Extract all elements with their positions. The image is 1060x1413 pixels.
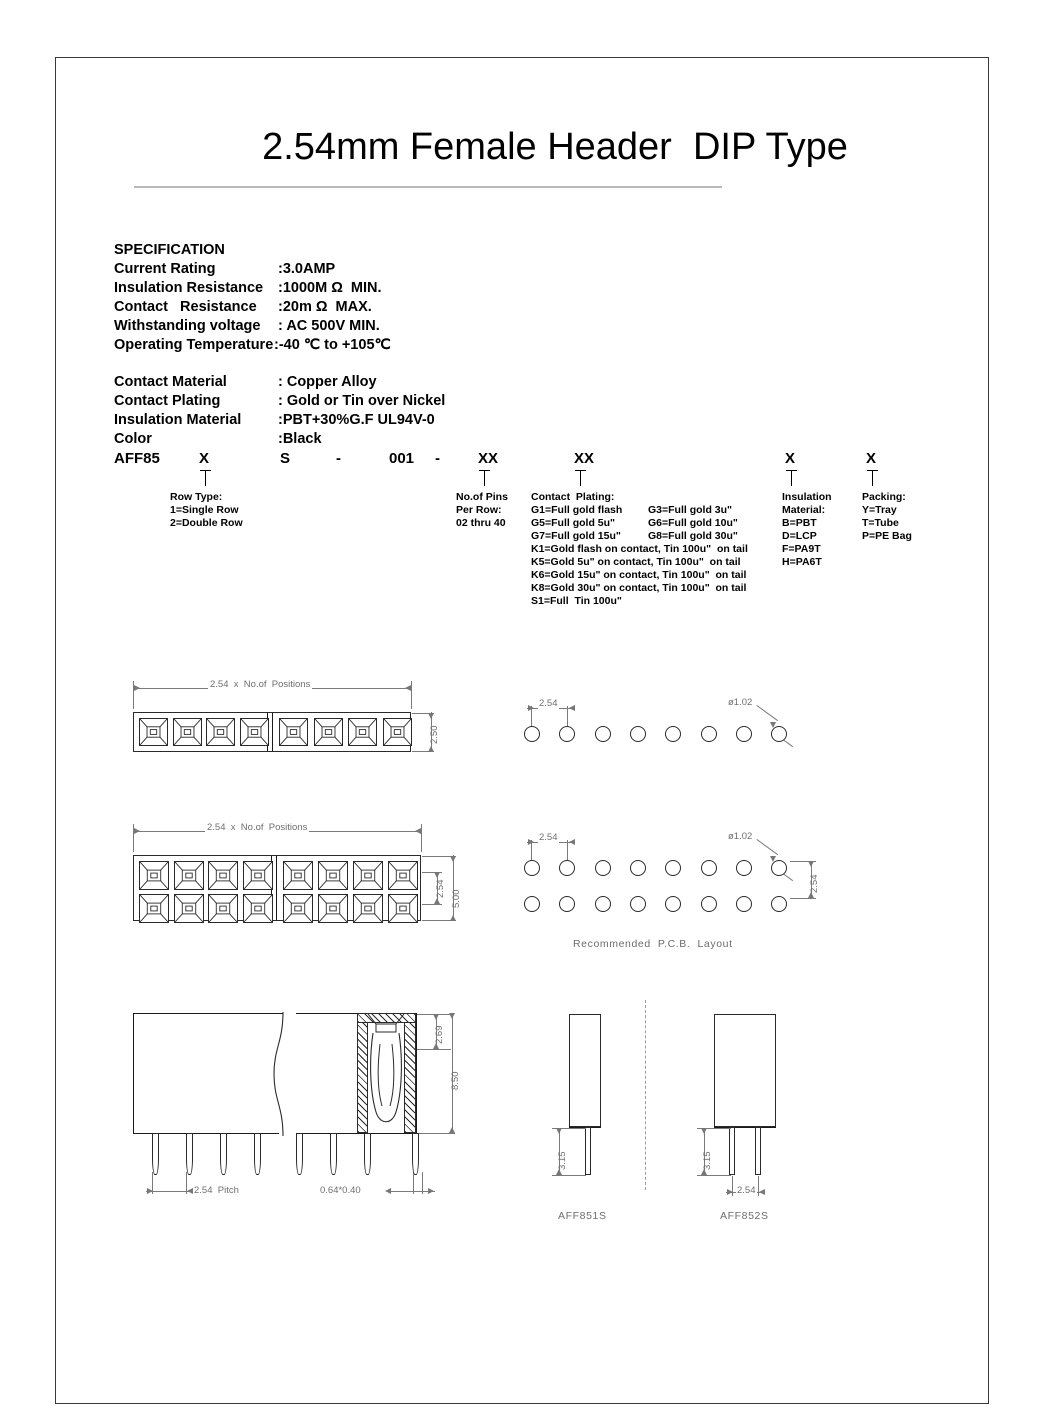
socket-bevel-icon <box>284 895 312 922</box>
dim-end-single-pin-length: 3.15 <box>557 1151 568 1170</box>
legend-packing-title: Packing: <box>862 491 906 503</box>
dim-double-row-height: 5.00 <box>451 889 462 908</box>
pcb-hole <box>736 726 752 742</box>
legend-row-type-title: Row Type: <box>170 491 223 503</box>
dim-pcb-single-pitch: 2.54 <box>539 698 558 709</box>
socket-bevel-icon <box>140 895 168 922</box>
dim-pcb-double-pitch: 2.54 <box>539 832 558 843</box>
dim-end-double-pin-length: 3.15 <box>702 1151 713 1170</box>
spec-value-insulation-resistance: :1000M Ω MIN. <box>278 280 382 296</box>
legend-plating-wide-2: K6=Gold 15u" on contact, Tin 100u" on tail <box>531 569 747 581</box>
dim-double-row-width: 2.54 x No.of Positions <box>207 822 308 833</box>
solder-pin <box>152 1133 159 1175</box>
socket-cell <box>139 718 168 746</box>
solder-pin <box>364 1133 371 1175</box>
pcb-hole <box>524 896 540 912</box>
legend-plating-title: Contact Plating: <box>531 491 615 503</box>
socket-cell <box>206 718 235 746</box>
socket-bevel-icon <box>384 719 411 745</box>
socket-bevel-icon <box>244 862 272 889</box>
legend-plating-col1-0: G1=Full gold flash <box>531 504 623 516</box>
legend-plating-wide-4: S1=Full Tin 100u" <box>531 595 622 607</box>
socket-bevel-icon <box>389 862 417 889</box>
socket-cell <box>139 861 169 890</box>
material-value-color: :Black <box>278 431 322 447</box>
legend-insulation-item-0: B=PBT <box>782 517 817 529</box>
legend-plating-col2-2: G8=Full gold 30u" <box>648 530 738 542</box>
socket-cell <box>243 894 273 923</box>
legend-insulation-subtitle: Material: <box>782 504 826 516</box>
socket-bevel-icon <box>354 895 382 922</box>
pcb-hole <box>736 860 752 876</box>
pcb-layout-caption: Recommended P.C.B. Layout <box>573 938 733 950</box>
part-number-prefix: AFF85 <box>114 450 160 467</box>
dim-side-pin: 0.64*0.40 <box>320 1185 361 1196</box>
socket-cell <box>388 861 418 890</box>
part-number-dash-2: - <box>435 450 440 467</box>
legend-insulation-title: Insulation <box>782 491 832 503</box>
socket-cell <box>279 718 308 746</box>
dim-side-top: 2.69 <box>434 1025 445 1044</box>
solder-pin <box>296 1133 303 1175</box>
spec-label-current-rating: Current Rating <box>114 261 216 277</box>
socket-bevel-icon <box>319 895 347 922</box>
pcb-hole <box>736 896 752 912</box>
legend-plating-wide-1: K5=Gold 5u" on contact, Tin 100u" on tail <box>531 556 741 568</box>
socket-bevel-icon <box>354 862 382 889</box>
part-number-dash-1: - <box>336 450 341 467</box>
socket-cell <box>208 861 238 890</box>
pcb-hole <box>630 896 646 912</box>
pcb-hole <box>595 896 611 912</box>
socket-bevel-icon <box>209 895 237 922</box>
legend-packing-item-2: P=PE Bag <box>862 530 912 542</box>
socket-bevel-icon <box>280 719 307 745</box>
leader-plating <box>580 470 581 486</box>
socket-cell <box>348 718 377 746</box>
leader-pins <box>484 470 485 486</box>
part-number-series: S <box>280 450 291 467</box>
socket-bevel-icon <box>244 895 272 922</box>
socket-cell <box>383 718 412 746</box>
solder-pin <box>412 1133 419 1175</box>
legend-insulation-item-1: D=LCP <box>782 530 817 542</box>
dim-pcb-single-hole: ø1.02 <box>728 697 753 708</box>
pcb-hole <box>771 896 787 912</box>
socket-bevel-icon <box>140 862 168 889</box>
socket-bevel-icon <box>319 862 347 889</box>
socket-bevel-icon <box>175 895 203 922</box>
socket-cell <box>174 861 204 890</box>
pcb-hole <box>701 726 717 742</box>
part-number-insulation: X <box>785 450 796 467</box>
socket-cell <box>240 718 269 746</box>
leader-row-type <box>205 470 206 486</box>
material-label-contact-material: Contact Material <box>114 374 227 390</box>
socket-bevel-icon <box>349 719 376 745</box>
dim-single-row-width: 2.54 x No.of Positions <box>210 679 311 690</box>
dim-double-row-pitch: 2.54 <box>435 879 446 898</box>
socket-bevel-icon <box>174 719 201 745</box>
pcb-hole <box>771 726 787 742</box>
spec-value-withstanding-voltage: : AC 500V MIN. <box>278 318 380 334</box>
end-view-double-label: AFF852S <box>720 1210 769 1222</box>
solder-pin <box>254 1133 261 1175</box>
pcb-hole <box>524 860 540 876</box>
end-view-single-label: AFF851S <box>558 1210 607 1222</box>
socket-bevel-icon <box>389 895 417 922</box>
pcb-hole <box>701 860 717 876</box>
legend-insulation-item-2: F=PA9T <box>782 543 821 555</box>
spec-label-operating-temperature: Operating Temperature <box>114 337 274 353</box>
legend-plating-wide-0: K1=Gold flash on contact, Tin 100u" on tail <box>531 543 748 555</box>
socket-bevel-icon <box>209 862 237 889</box>
pcb-hole <box>595 726 611 742</box>
dim-end-double-pin-pitch: 2.54 <box>737 1185 756 1196</box>
leader-packing <box>872 470 873 486</box>
leader-insulation <box>791 470 792 486</box>
legend-plating-col1-2: G7=Full gold 15u" <box>531 530 621 542</box>
legend-pins-title: No.of Pins <box>456 491 508 503</box>
spec-label-insulation-resistance: Insulation Resistance <box>114 280 264 296</box>
socket-cell <box>388 894 418 923</box>
part-number-plating: XX <box>574 450 595 467</box>
pcb-hole <box>630 860 646 876</box>
spec-value-contact-resistance: :20m Ω MAX. <box>278 299 372 315</box>
legend-packing-item-1: T=Tube <box>862 517 899 529</box>
pcb-hole <box>524 726 540 742</box>
part-number-001: 001 <box>389 450 415 467</box>
pcb-hole <box>630 726 646 742</box>
spec-value-operating-temperature: :-40 ℃ to +105℃ <box>274 337 391 353</box>
socket-cell <box>139 894 169 923</box>
socket-cell <box>314 718 343 746</box>
socket-cell <box>318 861 348 890</box>
contact-spring-icon <box>366 1030 406 1135</box>
solder-pin <box>186 1133 193 1175</box>
break-line-icon <box>272 1012 306 1136</box>
solder-pin <box>330 1133 337 1175</box>
legend-plating-col1-1: G5=Full gold 5u" <box>531 517 616 529</box>
socket-bevel-icon <box>315 719 342 745</box>
material-label-insulation-material: Insulation Material <box>114 412 242 428</box>
spec-value-current-rating: :3.0AMP <box>278 261 336 277</box>
dim-side-height: 8.50 <box>450 1071 461 1090</box>
title-underline <box>134 186 722 188</box>
material-value-contact-material: : Copper Alloy <box>278 374 377 390</box>
socket-cell <box>173 718 202 746</box>
socket-cell <box>283 894 313 923</box>
socket-cell <box>318 894 348 923</box>
legend-pins-range: 02 thru 40 <box>456 517 506 529</box>
material-value-contact-plating: : Gold or Tin over Nickel <box>278 393 446 409</box>
legend-plating-col2-1: G6=Full gold 10u" <box>648 517 738 529</box>
legend-pins-subtitle: Per Row: <box>456 504 502 516</box>
solder-pin <box>220 1133 227 1175</box>
legend-plating-col2-0: G3=Full gold 3u" <box>648 504 733 516</box>
view-separator <box>645 1000 646 1190</box>
socket-bevel-icon <box>284 862 312 889</box>
material-label-color: Color <box>114 431 152 447</box>
pcb-hole <box>701 896 717 912</box>
socket-bevel-icon <box>207 719 234 745</box>
legend-plating-wide-3: K8=Gold 30u" on contact, Tin 100u" on tail <box>531 582 747 594</box>
legend-row-type-item-0: 1=Single Row <box>170 504 239 516</box>
pcb-hole <box>595 860 611 876</box>
socket-cell <box>208 894 238 923</box>
material-value-insulation-material: :PBT+30%G.F UL94V-0 <box>278 412 435 428</box>
legend-row-type-item-1: 2=Double Row <box>170 517 243 529</box>
spec-label-contact-resistance: Contact Resistance <box>114 299 257 315</box>
part-number-pin-count: XX <box>478 450 499 467</box>
specification-heading: SPECIFICATION <box>114 242 225 258</box>
socket-bevel-icon <box>140 719 167 745</box>
socket-cell <box>243 861 273 890</box>
pcb-hole <box>771 860 787 876</box>
socket-cell <box>353 894 383 923</box>
material-label-contact-plating: Contact Plating <box>114 393 221 409</box>
page-title: 2.54mm Female Header DIP Type <box>262 126 848 168</box>
socket-bevel-icon <box>241 719 268 745</box>
part-number-packing: X <box>866 450 877 467</box>
socket-cell <box>353 861 383 890</box>
legend-insulation-item-3: H=PA6T <box>782 556 822 568</box>
spec-label-withstanding-voltage: Withstanding voltage <box>114 318 261 334</box>
dim-side-pitch: 2.54 Pitch <box>194 1185 239 1196</box>
legend-packing-item-0: Y=Tray <box>862 504 897 516</box>
socket-cell <box>283 861 313 890</box>
socket-cell <box>174 894 204 923</box>
part-number-row-type: X <box>199 450 210 467</box>
dim-pcb-double-hole: ø1.02 <box>728 831 753 842</box>
socket-bevel-icon <box>175 862 203 889</box>
dim-pcb-double-row: 2.54 <box>809 874 820 893</box>
dim-single-row-height: 2.50 <box>429 725 440 744</box>
